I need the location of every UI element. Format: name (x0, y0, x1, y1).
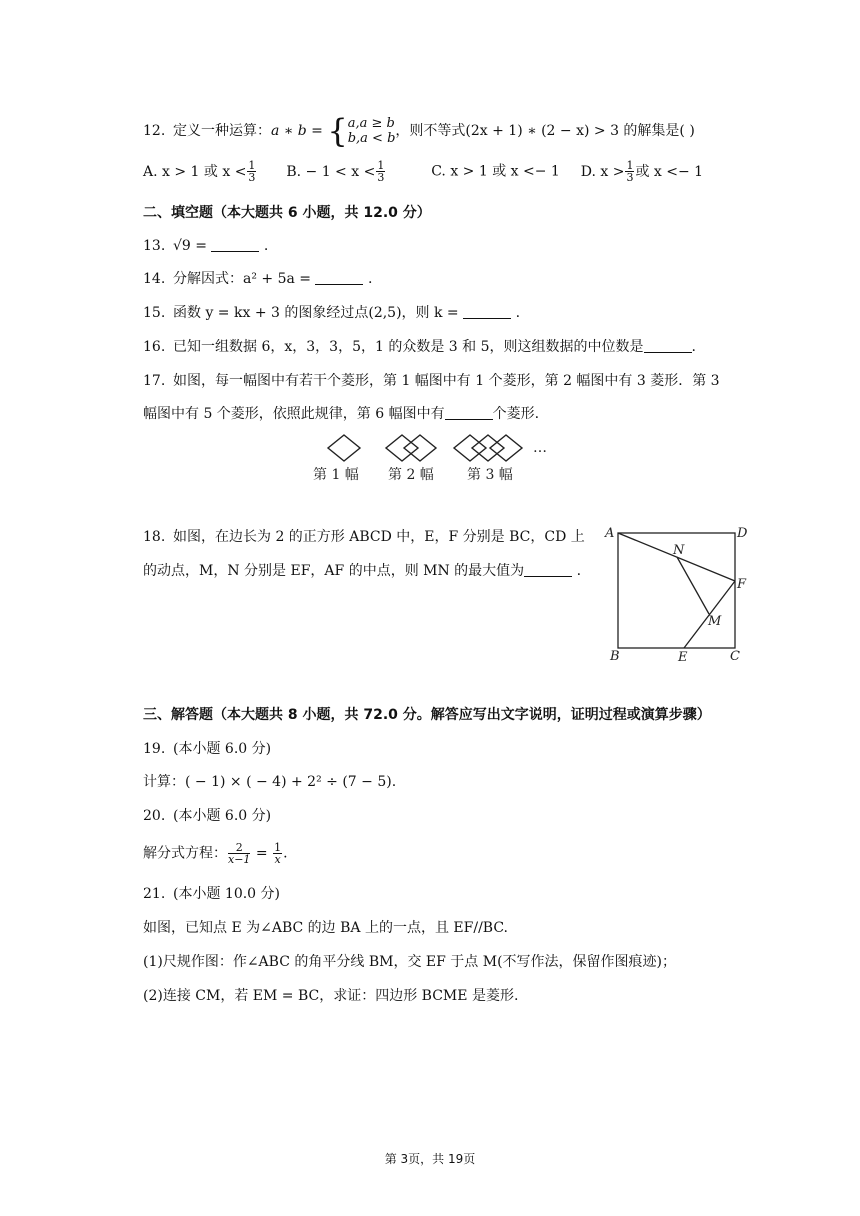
q13-blank (211, 239, 259, 252)
q18-line2 (143, 561, 581, 581)
q12-tail: ，则不等式(2x + 1) ∗ (2 − x) > 3 的解集是( ) (395, 123, 695, 139)
q18-line1 (143, 527, 585, 547)
q17-text-line2: 幅图中有 5 个菱形，依照此规律，第 6 幅图中有 (143, 406, 445, 422)
q14-text: 分解因式：a² + 5a = (173, 271, 312, 287)
point-f-label: F (737, 577, 747, 592)
q17-text-line1: 如图，每一幅图中有若干个菱形，第 1 幅图中有 1 个菱形，第 2 幅图中有 3 菱形．第 3 (173, 373, 720, 389)
q15-end: . (515, 305, 521, 321)
q12-lead: 定义一种运算： (173, 123, 271, 139)
q12-case2: b,a < b (347, 131, 396, 146)
q12-option-a-fraction: $\frac{1}{3}$ (248, 159, 256, 184)
q20-end: . (283, 845, 288, 862)
point-c-label: C (730, 649, 740, 664)
q21-number: 21. (143, 886, 166, 902)
q13-end: . (263, 238, 269, 254)
q12-def-left: a ∗ b = (271, 123, 323, 139)
q16-blank (644, 340, 692, 353)
q14-blank (315, 272, 363, 285)
figure3-rhombi (454, 435, 522, 461)
q13-number: 13. (143, 238, 166, 254)
q19-number: 19. (143, 741, 166, 757)
q17-label-fig2: 第 2 幅 (388, 467, 434, 483)
point-n-label: N (673, 543, 685, 558)
q13-text: √9 = (173, 238, 208, 254)
figure1-rhombus (328, 435, 360, 461)
q20-number: 20. (143, 808, 166, 824)
q12-option-a: A. x > 1 或 x < $\frac{1}{3}$ (143, 159, 256, 184)
q13 (143, 236, 268, 256)
q17-line2 (143, 404, 539, 424)
q12-stem (143, 112, 695, 150)
q12-option-d-fraction: $\frac{1}{3}$ (626, 159, 634, 184)
q19-text: 计算：( − 1) × ( − 4) + 2² ÷ (7 − 5). (143, 774, 397, 790)
q17-line1 (143, 371, 720, 391)
q17-blank (445, 407, 493, 420)
q12-options (143, 160, 703, 183)
q18-number: 18. (143, 529, 166, 545)
q12-case1: a,a ≥ b (347, 116, 395, 131)
q17-number: 17. (143, 373, 166, 389)
point-b-label: B (610, 649, 620, 664)
point-a-label: A (605, 526, 615, 541)
segment-mn (677, 557, 709, 614)
q17-label-fig1: 第 1 幅 (313, 467, 359, 483)
q15-text: 函数 y = kx + 3 的图象经过点(2,5)，则 k = (173, 305, 459, 321)
q20-lhs-fraction: $\frac{2}{x-1}$ (228, 841, 251, 866)
q16-number: 16. (143, 339, 166, 355)
q15 (143, 303, 520, 323)
q12-brace: { (327, 112, 348, 150)
q21-line3: (2)连接 CM，若 EM = BC，求证：四边形 BCME 是菱形. (143, 988, 519, 1004)
point-e-label: E (678, 650, 688, 665)
q15-blank (463, 306, 511, 319)
q12-option-c: C. x > 1 或 x <− 1 (431, 163, 560, 180)
q12-option-d: D. x > $\frac{1}{3}$ 或 x <− 1 (580, 159, 704, 184)
q20-header (143, 806, 271, 826)
q19-score: (本小题 6.0 分) (173, 741, 272, 757)
q21-header (143, 884, 280, 904)
figure2-rhombi (386, 435, 436, 461)
q12-number: 12. (143, 123, 166, 139)
q20-equation (143, 842, 288, 865)
q12-option-b: B. − 1 < x < $\frac{1}{3}$ (286, 159, 385, 184)
q14 (143, 269, 372, 289)
q18-blank (524, 564, 572, 577)
q12-option-b-fraction: $\frac{1}{3}$ (377, 159, 385, 184)
q12-cases (348, 116, 396, 146)
section-3-heading: 三、解答题（本大题共 8 小题，共 72.0 分。解答应写出文字说明，证明过程或演算步骤） (143, 707, 711, 723)
q21-line1: 如图，已知点 E 为∠ABC 的边 BA 上的一点，且 EF//BC. (143, 920, 508, 936)
q16-end: . (691, 339, 696, 355)
q18-square-figure (600, 520, 760, 670)
q14-number: 14. (143, 271, 166, 287)
page-footer: 第 3页，共 19页 (384, 1152, 476, 1166)
section-2-heading: 二、填空题（本大题共 6 小题，共 12.0 分） (143, 205, 431, 221)
q17-rhombus-figure (300, 428, 560, 488)
q16-text: 已知一组数据 6，x，3，3，5，1 的众数是 3 和 5，则这组数据的中位数是 (173, 339, 644, 355)
q18-text-line1: 如图，在边长为 2 的正方形 ABCD 中，E，F 分别是 BC，CD 上 (173, 529, 585, 545)
point-d-label: D (737, 526, 748, 541)
q20-lead: 解分式方程： (143, 845, 227, 862)
q15-number: 15. (143, 305, 166, 321)
q20-equals: = (255, 845, 268, 862)
q18-text-line2: 的动点，M，N 分别是 EF，AF 的中点，则 MN 的最大值为 (143, 563, 525, 579)
point-m-label: M (708, 614, 722, 629)
q21-score: (本小题 10.0 分) (173, 886, 280, 902)
q18-text-line2-end: . (576, 563, 582, 579)
q20-rhs-fraction: $\frac{1}{x}$ (274, 841, 282, 866)
q20-score: (本小题 6.0 分) (173, 808, 272, 824)
q17-ellipsis: … (533, 440, 547, 456)
q17-text-line2-end: 个菱形. (492, 406, 540, 422)
q14-end: . (367, 271, 373, 287)
q21-line2: (1)尺规作图：作∠ABC 的角平分线 BM，交 EF 于点 M(不写作法，保留作图痕迹)； (143, 954, 676, 970)
q19-header (143, 739, 271, 759)
q16 (143, 337, 696, 357)
q17-label-fig3: 第 3 幅 (467, 467, 513, 483)
